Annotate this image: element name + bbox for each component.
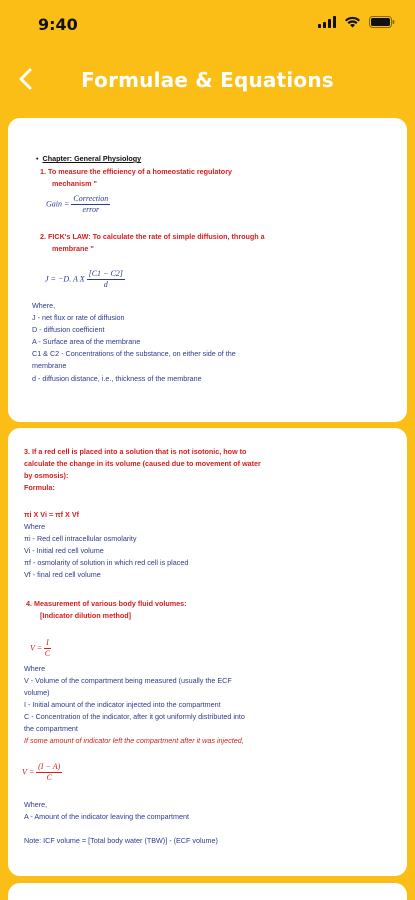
- volume-formula: [30, 638, 51, 659]
- def-c-b: the compartment: [24, 724, 78, 733]
- def-d: D - diffusion coefficient: [32, 325, 105, 334]
- icf-note: Note: ICF volume = [Total body water (TBW)] - (ECF volume): [24, 836, 218, 845]
- v2-lhs: V =: [22, 767, 35, 777]
- if-line: If some amount of indicator left the compartment after it was injected,: [24, 736, 244, 745]
- v-lhs: V =: [30, 643, 43, 653]
- item1-title-a: 1. To measure the efficiency of a homeostatic regulatory: [40, 167, 232, 176]
- chapter-heading: • Chapter: General Physiology: [36, 154, 142, 163]
- signal-icon: [318, 15, 336, 33]
- formula-image: [8, 118, 407, 422]
- where3-label: Where,: [24, 800, 48, 809]
- item4-title-a: 4. Measurement of various body fluid volumes:: [26, 599, 187, 608]
- formula-card-body-fluids[interactable]: [8, 428, 407, 876]
- item1-title-b: mechanism ": [52, 179, 97, 188]
- item3-title-a: 3. If a red cell is placed into a solution that is not isotonic, how to: [24, 447, 247, 456]
- def-v-a: V - Volume of the compartment being measured (usually the ECF: [24, 676, 232, 685]
- def-a: A - Amount of the indicator leaving the compartment: [24, 812, 190, 821]
- v-num: I: [44, 638, 51, 649]
- item3-title-b: calculate the change in its volume (caused due to movement of water: [24, 459, 261, 468]
- status-bar: [0, 0, 415, 48]
- def-vi: Vi - Initial red cell volume: [24, 546, 104, 555]
- where-label: Where,: [32, 301, 56, 310]
- battery-icon: [369, 15, 395, 33]
- wifi-icon: [344, 15, 361, 33]
- def-dist: d - diffusion distance, i.e., thickness of the membrane: [32, 374, 202, 383]
- status-time: 9:40: [38, 15, 78, 34]
- fick-formula: [45, 269, 125, 290]
- status-icons: [318, 15, 395, 33]
- fick-lhs: J = −D. A X: [45, 274, 85, 284]
- def-c-a: C1 & C2 - Concentrations of the substance, on either side of the: [32, 349, 236, 358]
- gain-lhs: Gain =: [46, 199, 70, 209]
- v2-den: C: [46, 773, 52, 783]
- v2-num: (I − A): [36, 762, 62, 773]
- def-v-b: volume): [24, 688, 50, 697]
- formula-card-next[interactable]: [8, 883, 407, 900]
- gain-den: error: [82, 205, 100, 215]
- def-c-a: C - Concentration of the indicator, after it got uniformly distributed into: [24, 712, 245, 721]
- formula-label: Formula:: [24, 483, 55, 492]
- fick-num: [C1 − C2]: [87, 269, 125, 280]
- def-c-b: membrane: [32, 361, 67, 370]
- volume-formula-adjusted: [22, 762, 62, 783]
- item4-title-b: [Indicator dilution method]: [40, 611, 132, 620]
- nav-bar: [0, 48, 415, 112]
- where-label: Where: [24, 522, 46, 531]
- osmolarity-formula: πi X Vi = πf X Vf: [24, 510, 80, 519]
- def-pi-i: πi - Red cell intracellular osmolarity: [24, 534, 137, 543]
- item3-title-c: by osmosis):: [24, 471, 69, 480]
- fick-den: d: [103, 280, 108, 290]
- page-title: Formulae & Equations: [81, 68, 334, 92]
- def-vf: Vf - final red cell volume: [24, 570, 101, 579]
- item2-title-b: membrane ": [52, 244, 94, 253]
- v-den: C: [44, 649, 51, 659]
- def-j: J - net flux or rate of diffusion: [32, 313, 125, 322]
- formula-card-general-physiology[interactable]: [8, 118, 407, 422]
- def-i: I - Initial amount of the indicator injected into the compartment: [24, 700, 221, 709]
- def-a: A - Surface area of the membrane: [32, 337, 141, 346]
- item2-title-a: 2. FICK's LAW: To calculate the rate of simple diffusion, through a: [40, 232, 265, 241]
- where2-label: Where: [24, 664, 46, 673]
- def-pi-f: πf - osmolarity of solution in which red cell is placed: [24, 558, 189, 567]
- gain-num: Correction: [71, 194, 110, 205]
- gain-formula: [46, 194, 110, 215]
- formula-image: [8, 428, 407, 876]
